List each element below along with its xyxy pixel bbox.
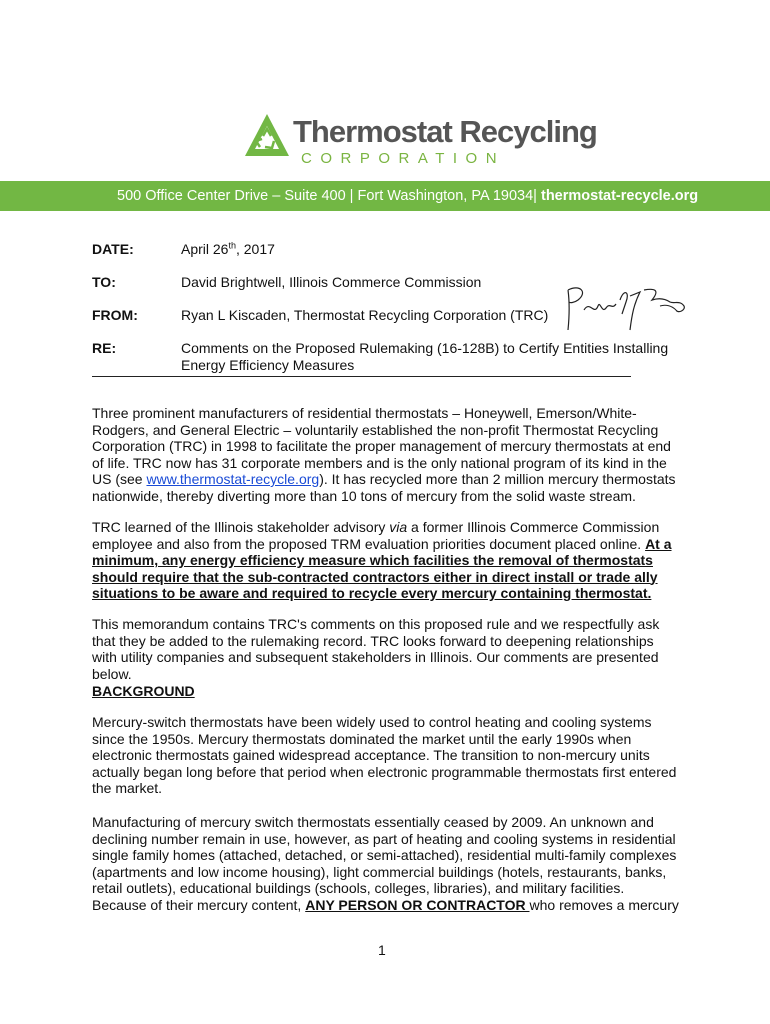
- header-divider: [92, 376, 631, 377]
- key-requirement-text: At a minimum, any energy efficiency measure which facilities the removal of thermostats should require that the sub-contracted contractors either in direct install or trade ally situations to be aware and required to recycle every mercury containing thermostat.: [92, 535, 672, 601]
- paragraph-intro: Three prominent manufacturers of residential thermostats – Honeywell, Emerson/White-Rodgers, and General Electric – voluntarily established the non-profit Thermostat Recycling Corporation (TRC) in 1998 to facilitate the proper management of mercury thermostats at end of life. TRC now has 31 corporate members and is the only national program of its kind in the US (see www.thermostat-recycle.org). It has recycled more than 2 million mercury thermostats nationwide, thereby diverting more than 10 tons of mercury from the solid waste stream.: [92, 405, 676, 504]
- company-logo: [243, 110, 597, 174]
- section-heading-background: BACKGROUND: [92, 683, 195, 699]
- page-number: 1: [378, 942, 386, 958]
- paragraph-background: Mercury-switch thermostats have been widely used to control heating and cooling systems since the 1950s. Mercury thermostats dominated the market until the early 1990s when electronic thermostats gained widespread acceptance. The transition to non-mercury units actually began long before that period when electronic programmable thermostats first entered the market.: [92, 714, 677, 796]
- from-value: Ryan L Kiscaden, Thermostat Recycling Corporation (TRC): [181, 307, 549, 323]
- trc-website-link[interactable]: www.thermostat-recycle.org: [146, 471, 320, 487]
- brand-name: Thermostat Recycling: [293, 114, 597, 149]
- paragraph-manufacturing: Manufacturing of mercury switch thermostats essentially ceased by 2009. An unknown and declining number remain in use, however, as part of heating and cooling systems in residential single family homes (attached, detached, or semi-attached), residential multi-family complexes (apartments and low income housing), light commercial buildings (hotels, restaurants, banks, retail outlets), educational buildings (schools, colleges, libraries), and military facilities. Because of their mercury content, ANY PERSON OR CONTRACTOR who removes a mercury: [92, 814, 679, 913]
- from-label: FROM:: [92, 307, 138, 323]
- address-banner: [0, 181, 770, 211]
- date-value: April 26th, 2017: [181, 240, 275, 257]
- re-value: Comments on the Proposed Rulemaking (16-128B) to Certify Entities Installing Energy Efficiency Measures: [181, 340, 669, 373]
- address-text: 500 Office Center Drive – Suite 400 | Fort Washington, PA 19034|: [117, 188, 537, 204]
- website-text: thermostat-recycle.org: [540, 188, 699, 204]
- to-label: TO:: [92, 274, 116, 290]
- paragraph-stakeholder: TRC learned of the Illinois stakeholder advisory via a former Illinois Commerce Commission employee and also from the proposed TRM evaluation priorities document placed online. At a minimum, any energy efficiency measure which facilities the removal of thermostats should require that the sub-contracted contractors either in direct install or trade ally situations to be aware and required to recycle every mercury containing thermostat.: [92, 519, 672, 601]
- date-label: DATE:: [92, 241, 134, 257]
- brand-subtitle: CORPORATION: [301, 150, 506, 167]
- handwritten-signature: [560, 270, 695, 340]
- re-label: RE:: [92, 340, 117, 356]
- recycle-triangle-icon: [243, 112, 291, 160]
- to-value: David Brightwell, Illinois Commerce Commission: [181, 274, 482, 290]
- paragraph-memorandum: This memorandum contains TRC's comments on this proposed rule and we respectfully ask that they be added to the rulemaking record. TRC looks forward to deepening relationships with utility companies and subsequent stakeholders in Illinois. Our comments are presented below.: [92, 616, 660, 682]
